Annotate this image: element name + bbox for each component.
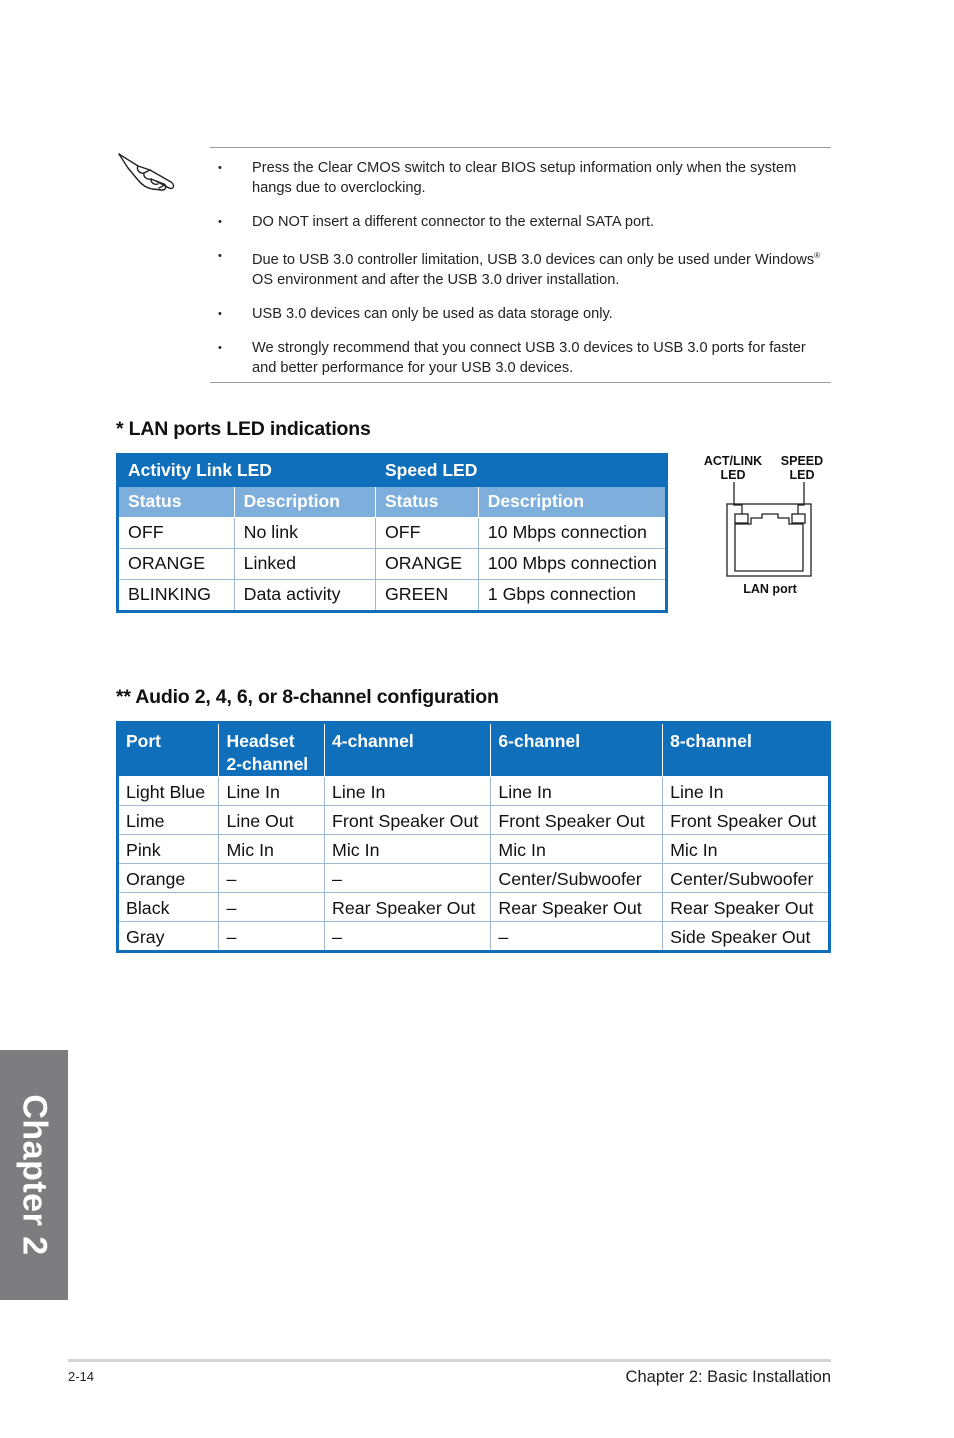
table-row [118, 922, 830, 952]
column-header: Description [234, 487, 375, 518]
table-cell: Rear Speaker Out [663, 893, 830, 922]
table-cell: GREEN [375, 580, 478, 612]
note-item [212, 338, 832, 378]
footer-chapter-title: Chapter 2: Basic Installation [625, 1368, 831, 1386]
table-row [118, 835, 830, 864]
table-cell: Mic In [491, 835, 663, 864]
table-cell: – [325, 922, 491, 952]
table-cell: OFF [375, 518, 478, 549]
column-header: Port [118, 723, 219, 777]
act-link-label-line2: LED [720, 468, 746, 482]
table-row [118, 518, 667, 549]
speed-led-header: Speed LED [375, 455, 666, 487]
audio-section-title: ** Audio 2, 4, 6, or 8-channel configuration [116, 686, 499, 708]
table-cell: – [219, 864, 325, 893]
audio-header-row [118, 723, 830, 777]
lan-group-header-row [118, 455, 667, 487]
bullet: • [218, 162, 222, 174]
speed-label-line2: LED [789, 468, 815, 482]
table-cell: OFF [118, 518, 235, 549]
table-cell: Center/Subwoofer [491, 864, 663, 893]
note-item [212, 246, 832, 290]
table-cell: Front Speaker Out [491, 806, 663, 835]
table-cell: Pink [118, 835, 219, 864]
bullet: • [218, 341, 222, 354]
bullet: • [218, 250, 222, 262]
note-text-before: Due to USB 3.0 controller limitation, USB 3.0 devices can only be used under Windows [252, 251, 815, 268]
note-text [252, 252, 820, 288]
table-cell: Mic In [663, 835, 830, 864]
table-cell: ORANGE [118, 549, 235, 580]
page-number: 2-14 [68, 1369, 95, 1384]
column-header [219, 723, 325, 777]
note-text: USB 3.0 devices can only be used as data storage only. [252, 305, 613, 322]
table-cell: Side Speaker Out [663, 922, 830, 952]
table-cell: 10 Mbps connection [478, 518, 666, 549]
table-cell: – [219, 922, 325, 952]
table-cell: Line Out [219, 806, 325, 835]
column-header: 8-channel [663, 723, 830, 777]
column-header: Status [118, 487, 235, 518]
table-cell: – [219, 893, 325, 922]
table-row [118, 580, 667, 612]
note-item [212, 304, 832, 324]
bullet: • [218, 307, 222, 320]
table-row [118, 864, 830, 893]
table-cell: Line In [219, 777, 325, 806]
lan-section-title: * LAN ports LED indications [116, 418, 371, 440]
table-cell: Line In [491, 777, 663, 806]
table-cell: Black [118, 893, 219, 922]
lan-port-label: LAN port [743, 582, 797, 596]
table-cell: BLINKING [118, 580, 235, 612]
note-list [212, 158, 832, 392]
table-cell: Line In [663, 777, 830, 806]
hand-pointing-icon [116, 148, 178, 194]
table-cell: Light Blue [118, 777, 219, 806]
speed-led-label [774, 454, 830, 482]
lan-led-table [116, 453, 668, 613]
table-cell: – [325, 864, 491, 893]
lan-port-diagram [720, 480, 820, 580]
speed-label-line1: SPEED [780, 454, 824, 468]
table-cell: ORANGE [375, 549, 478, 580]
table-row [118, 777, 830, 806]
table-cell: Line In [325, 777, 491, 806]
chapter-side-tab [0, 1050, 68, 1300]
audio-config-table [116, 721, 831, 953]
footer-rule [68, 1359, 831, 1362]
table-row [118, 549, 667, 580]
note-item [212, 158, 832, 198]
table-cell: No link [234, 518, 375, 549]
bullet: • [218, 216, 222, 228]
table-row [118, 893, 830, 922]
table-cell: Lime [118, 806, 219, 835]
table-cell: – [491, 922, 663, 952]
headset-header-line2: 2-channel [226, 754, 309, 774]
note-text: We strongly recommend that you connect USB 3.0 devices to USB 3.0 ports for faster and better performance for your USB 3.0 devices. [252, 339, 806, 376]
table-cell: Data activity [234, 580, 375, 612]
table-cell: Orange [118, 864, 219, 893]
column-header: 4-channel [325, 723, 491, 777]
column-header: Description [478, 487, 666, 518]
note-top-rule [210, 147, 831, 148]
table-cell: 1 Gbps connection [478, 580, 666, 612]
note-bottom-rule [210, 382, 831, 383]
lan-sub-header-row [118, 487, 667, 518]
note-text-after: OS environment and after the USB 3.0 driver installation. [252, 271, 620, 288]
table-cell: Rear Speaker Out [491, 893, 663, 922]
activity-link-header: Activity Link LED [118, 455, 376, 487]
table-cell: Mic In [219, 835, 325, 864]
headset-header-line1: Headset [226, 731, 295, 751]
table-cell: 100 Mbps connection [478, 549, 666, 580]
table-cell: Mic In [325, 835, 491, 864]
note-text: DO NOT insert a different connector to the external SATA port. [252, 214, 655, 230]
table-cell: Rear Speaker Out [325, 893, 491, 922]
table-cell: Center/Subwoofer [663, 864, 830, 893]
table-row [118, 806, 830, 835]
note-text: Press the Clear CMOS switch to clear BIOS setup information only when the system hangs due to overclocking. [252, 160, 797, 196]
chapter-tab-label: Chapter 2 [15, 1094, 54, 1256]
act-link-label-line1: ACT/LINK [703, 454, 763, 468]
table-cell: Front Speaker Out [325, 806, 491, 835]
note-item [212, 212, 832, 232]
table-cell: Gray [118, 922, 219, 952]
table-cell: Front Speaker Out [663, 806, 830, 835]
act-link-led-label [700, 454, 766, 482]
table-cell: Linked [234, 549, 375, 580]
column-header: 6-channel [491, 723, 663, 777]
column-header: Status [375, 487, 478, 518]
registered-mark: ® [814, 251, 821, 260]
